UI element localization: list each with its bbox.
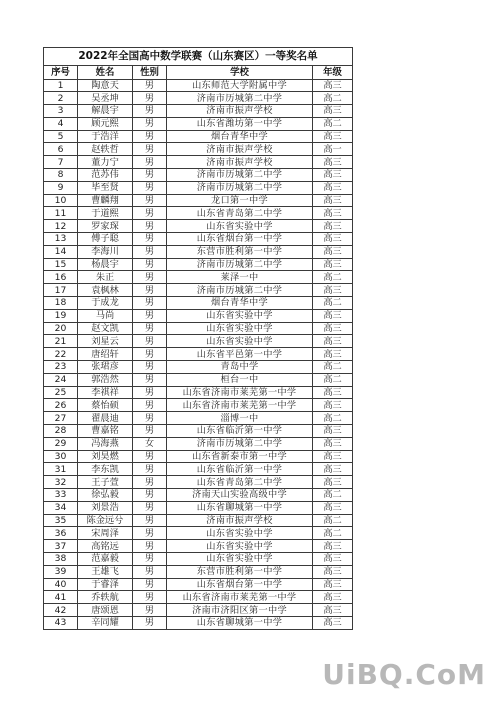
cell-name: 高铭远 xyxy=(78,540,133,553)
cell-grade: 高三 xyxy=(313,463,353,476)
cell-gender: 男 xyxy=(133,335,167,348)
cell-school: 山东师范大学附属中学 xyxy=(167,79,313,92)
table-row xyxy=(44,105,353,118)
cell-name: 于睿泽 xyxy=(78,578,133,591)
table-row xyxy=(44,143,353,156)
cell-school: 烟台青华中学 xyxy=(167,130,313,143)
cell-grade: 高一 xyxy=(313,143,353,156)
cell-index: 3 xyxy=(44,105,78,118)
cell-name: 刘景浩 xyxy=(78,501,133,514)
cell-index: 32 xyxy=(44,476,78,489)
cell-grade: 高二 xyxy=(313,514,353,527)
cell-school: 山东省实验中学 xyxy=(167,309,313,322)
cell-index: 15 xyxy=(44,258,78,271)
table-row xyxy=(44,220,353,233)
cell-index: 39 xyxy=(44,565,78,578)
cell-name: 陈金远兮 xyxy=(78,514,133,527)
cell-gender: 男 xyxy=(133,489,167,502)
cell-index: 33 xyxy=(44,489,78,502)
cell-school: 济南市历城第二中学 xyxy=(167,437,313,450)
cell-school: 山东省聊城第一中学 xyxy=(167,616,313,629)
table-row xyxy=(44,117,353,130)
cell-grade: 高三 xyxy=(313,245,353,258)
cell-index: 2 xyxy=(44,92,78,105)
cell-school: 济南市历城第二中学 xyxy=(167,284,313,297)
cell-grade: 高三 xyxy=(313,578,353,591)
cell-gender: 男 xyxy=(133,476,167,489)
header-grade: 年级 xyxy=(313,66,353,80)
table-row xyxy=(44,386,353,399)
cell-index: 36 xyxy=(44,527,78,540)
cell-grade: 高三 xyxy=(313,220,353,233)
cell-school: 山东省实验中学 xyxy=(167,552,313,565)
cell-gender: 男 xyxy=(133,450,167,463)
cell-index: 6 xyxy=(44,143,78,156)
cell-grade: 高三 xyxy=(313,501,353,514)
cell-index: 7 xyxy=(44,156,78,169)
cell-grade: 高三 xyxy=(313,258,353,271)
cell-gender: 男 xyxy=(133,245,167,258)
table-row xyxy=(44,361,353,374)
cell-name: 董力宁 xyxy=(78,156,133,169)
table-row xyxy=(44,527,353,540)
header-school: 学校 xyxy=(167,66,313,80)
cell-index: 17 xyxy=(44,284,78,297)
cell-index: 25 xyxy=(44,386,78,399)
table-row xyxy=(44,476,353,489)
cell-school: 山东省济南市莱芜第一中学 xyxy=(167,399,313,412)
cell-name: 马尚 xyxy=(78,309,133,322)
cell-grade: 高二 xyxy=(313,271,353,284)
cell-school: 济南市历城第二中学 xyxy=(167,181,313,194)
cell-school: 山东省济南市莱芜第一中学 xyxy=(167,386,313,399)
table-row xyxy=(44,335,353,348)
cell-gender: 男 xyxy=(133,373,167,386)
header-row xyxy=(44,66,353,80)
cell-index: 29 xyxy=(44,437,78,450)
cell-gender: 男 xyxy=(133,348,167,361)
cell-school: 山东省青岛第二中学 xyxy=(167,476,313,489)
cell-school: 淄博一中 xyxy=(167,412,313,425)
cell-index: 5 xyxy=(44,130,78,143)
cell-gender: 男 xyxy=(133,552,167,565)
cell-index: 16 xyxy=(44,271,78,284)
cell-gender: 男 xyxy=(133,156,167,169)
cell-grade: 高三 xyxy=(313,194,353,207)
cell-grade: 高三 xyxy=(313,476,353,489)
cell-gender: 男 xyxy=(133,169,167,182)
cell-name: 冯海燕 xyxy=(78,437,133,450)
cell-school: 济南市历城第二中学 xyxy=(167,92,313,105)
cell-index: 11 xyxy=(44,207,78,220)
watermark-text: UiBQ.CoM xyxy=(322,658,486,691)
cell-gender: 男 xyxy=(133,258,167,271)
cell-index: 35 xyxy=(44,514,78,527)
header-gender: 性别 xyxy=(133,66,167,80)
cell-gender: 男 xyxy=(133,540,167,553)
cell-gender: 男 xyxy=(133,117,167,130)
cell-index: 8 xyxy=(44,169,78,182)
cell-gender: 男 xyxy=(133,105,167,118)
cell-index: 28 xyxy=(44,425,78,438)
cell-name: 范苏伟 xyxy=(78,169,133,182)
table-row xyxy=(44,425,353,438)
cell-grade: 高三 xyxy=(313,540,353,553)
cell-gender: 男 xyxy=(133,92,167,105)
table-row xyxy=(44,348,353,361)
table-row xyxy=(44,297,353,310)
cell-index: 19 xyxy=(44,309,78,322)
cell-name: 于道熙 xyxy=(78,207,133,220)
cell-grade: 高二 xyxy=(313,361,353,374)
cell-gender: 男 xyxy=(133,233,167,246)
table-row xyxy=(44,258,353,271)
cell-gender: 男 xyxy=(133,527,167,540)
cell-gender: 男 xyxy=(133,501,167,514)
cell-index: 4 xyxy=(44,117,78,130)
cell-name: 张珺彦 xyxy=(78,361,133,374)
cell-school: 山东省潍坊第一中学 xyxy=(167,117,313,130)
cell-index: 31 xyxy=(44,463,78,476)
cell-gender: 男 xyxy=(133,514,167,527)
cell-school: 山东省实验中学 xyxy=(167,335,313,348)
cell-grade: 高三 xyxy=(313,565,353,578)
cell-name: 陶意天 xyxy=(78,79,133,92)
table-row xyxy=(44,514,353,527)
cell-index: 40 xyxy=(44,578,78,591)
cell-grade: 高三 xyxy=(313,386,353,399)
cell-grade: 高二 xyxy=(313,489,353,502)
cell-school: 山东省烟台第一中学 xyxy=(167,578,313,591)
cell-gender: 男 xyxy=(133,578,167,591)
table-row xyxy=(44,284,353,297)
cell-school: 济南市振声学校 xyxy=(167,143,313,156)
cell-school: 东营市胜利第一中学 xyxy=(167,565,313,578)
cell-index: 26 xyxy=(44,399,78,412)
table-row xyxy=(44,322,353,335)
cell-school: 桓台一中 xyxy=(167,373,313,386)
table-row xyxy=(44,540,353,553)
cell-index: 41 xyxy=(44,591,78,604)
cell-grade: 高三 xyxy=(313,437,353,450)
cell-grade: 高二 xyxy=(313,297,353,310)
cell-gender: 男 xyxy=(133,194,167,207)
cell-school: 山东省实验中学 xyxy=(167,220,313,233)
cell-school: 山东省平邑第一中学 xyxy=(167,348,313,361)
cell-index: 27 xyxy=(44,412,78,425)
cell-grade: 高三 xyxy=(313,233,353,246)
cell-grade: 高三 xyxy=(313,181,353,194)
table-row xyxy=(44,604,353,617)
cell-index: 38 xyxy=(44,552,78,565)
table-row xyxy=(44,271,353,284)
cell-name: 蔡怡硕 xyxy=(78,399,133,412)
cell-name: 范嘉毅 xyxy=(78,552,133,565)
cell-school: 山东省实验中学 xyxy=(167,540,313,553)
cell-grade: 高三 xyxy=(313,105,353,118)
cell-gender: 男 xyxy=(133,361,167,374)
table-row xyxy=(44,501,353,514)
table-row xyxy=(44,245,353,258)
cell-index: 22 xyxy=(44,348,78,361)
cell-name: 傅子聪 xyxy=(78,233,133,246)
cell-school: 山东省实验中学 xyxy=(167,527,313,540)
cell-grade: 高三 xyxy=(313,322,353,335)
cell-grade: 高三 xyxy=(313,169,353,182)
cell-grade: 高三 xyxy=(313,552,353,565)
cell-index: 9 xyxy=(44,181,78,194)
table-row xyxy=(44,130,353,143)
table-row xyxy=(44,233,353,246)
cell-school: 山东省临沂第一中学 xyxy=(167,425,313,438)
table-row xyxy=(44,463,353,476)
cell-index: 21 xyxy=(44,335,78,348)
cell-gender: 男 xyxy=(133,297,167,310)
cell-index: 37 xyxy=(44,540,78,553)
cell-school: 青岛中学 xyxy=(167,361,313,374)
cell-name: 于成龙 xyxy=(78,297,133,310)
cell-name: 毕至贤 xyxy=(78,181,133,194)
cell-name: 于浩洋 xyxy=(78,130,133,143)
cell-grade: 高二 xyxy=(313,117,353,130)
cell-name: 赵轶哲 xyxy=(78,143,133,156)
cell-school: 烟台青华中学 xyxy=(167,297,313,310)
cell-grade: 高三 xyxy=(313,156,353,169)
cell-school: 济南天山实验高级中学 xyxy=(167,489,313,502)
cell-name: 罗家琛 xyxy=(78,220,133,233)
cell-gender: 男 xyxy=(133,565,167,578)
cell-index: 43 xyxy=(44,616,78,629)
cell-grade: 高三 xyxy=(313,450,353,463)
cell-school: 济南市济阳区第一中学 xyxy=(167,604,313,617)
table-row xyxy=(44,412,353,425)
cell-grade: 高二 xyxy=(313,527,353,540)
cell-school: 山东省济南市莱芜第一中学 xyxy=(167,591,313,604)
table-row xyxy=(44,437,353,450)
cell-index: 1 xyxy=(44,79,78,92)
cell-gender: 男 xyxy=(133,207,167,220)
cell-school: 山东省烟台第一中学 xyxy=(167,233,313,246)
cell-grade: 高三 xyxy=(313,309,353,322)
cell-grade: 高三 xyxy=(313,348,353,361)
table-title: 2022年全国高中数学联赛（山东赛区）一等奖名单 xyxy=(44,48,353,66)
cell-name: 徐弘毅 xyxy=(78,489,133,502)
cell-grade: 高三 xyxy=(313,130,353,143)
cell-grade: 高三 xyxy=(313,284,353,297)
cell-index: 18 xyxy=(44,297,78,310)
cell-gender: 男 xyxy=(133,322,167,335)
cell-name: 唐颂恩 xyxy=(78,604,133,617)
cell-index: 12 xyxy=(44,220,78,233)
table-row xyxy=(44,207,353,220)
cell-grade: 高三 xyxy=(313,399,353,412)
cell-index: 34 xyxy=(44,501,78,514)
cell-name: 郭浩然 xyxy=(78,373,133,386)
cell-grade: 高三 xyxy=(313,79,353,92)
cell-name: 赵文凯 xyxy=(78,322,133,335)
cell-gender: 男 xyxy=(133,309,167,322)
cell-gender: 男 xyxy=(133,220,167,233)
table-row xyxy=(44,616,353,629)
table-row xyxy=(44,181,353,194)
cell-index: 42 xyxy=(44,604,78,617)
cell-name: 唐绍轩 xyxy=(78,348,133,361)
cell-name: 刘星云 xyxy=(78,335,133,348)
cell-grade: 高三 xyxy=(313,207,353,220)
cell-name: 李海川 xyxy=(78,245,133,258)
header-index: 序号 xyxy=(44,66,78,80)
cell-name: 曹嘉铭 xyxy=(78,425,133,438)
cell-grade: 高三 xyxy=(313,335,353,348)
award-table xyxy=(43,47,353,630)
cell-school: 山东省青岛第二中学 xyxy=(167,207,313,220)
cell-index: 10 xyxy=(44,194,78,207)
cell-school: 山东省新泰市第一中学 xyxy=(167,450,313,463)
award-list-sheet xyxy=(43,47,352,630)
cell-grade: 高二 xyxy=(313,92,353,105)
cell-name: 翟晨迪 xyxy=(78,412,133,425)
cell-name: 袁枫林 xyxy=(78,284,133,297)
table-row xyxy=(44,591,353,604)
table-row xyxy=(44,552,353,565)
cell-gender: 男 xyxy=(133,130,167,143)
table-row xyxy=(44,194,353,207)
cell-name: 曹麟翔 xyxy=(78,194,133,207)
cell-name: 辛同耀 xyxy=(78,616,133,629)
cell-name: 李祺祥 xyxy=(78,386,133,399)
cell-gender: 男 xyxy=(133,591,167,604)
cell-school: 莱泽一中 xyxy=(167,271,313,284)
cell-gender: 男 xyxy=(133,386,167,399)
cell-name: 李东凯 xyxy=(78,463,133,476)
cell-school: 山东省聊城第一中学 xyxy=(167,501,313,514)
table-row xyxy=(44,450,353,463)
table-row xyxy=(44,156,353,169)
cell-name: 王子萱 xyxy=(78,476,133,489)
cell-gender: 男 xyxy=(133,604,167,617)
cell-name: 朱正 xyxy=(78,271,133,284)
cell-grade: 高三 xyxy=(313,425,353,438)
table-body xyxy=(44,79,353,629)
cell-grade: 高三 xyxy=(313,604,353,617)
table-row xyxy=(44,489,353,502)
cell-name: 宋周泽 xyxy=(78,527,133,540)
cell-school: 山东省临沂第一中学 xyxy=(167,463,313,476)
cell-name: 刘昊燃 xyxy=(78,450,133,463)
table-row xyxy=(44,399,353,412)
cell-name: 吴丞坤 xyxy=(78,92,133,105)
cell-gender: 男 xyxy=(133,616,167,629)
cell-school: 济南市历城第二中学 xyxy=(167,258,313,271)
cell-index: 24 xyxy=(44,373,78,386)
cell-gender: 男 xyxy=(133,79,167,92)
cell-name: 王雄飞 xyxy=(78,565,133,578)
table-row xyxy=(44,578,353,591)
cell-school: 龙口第一中学 xyxy=(167,194,313,207)
cell-grade: 高二 xyxy=(313,412,353,425)
cell-school: 济南市振声学校 xyxy=(167,105,313,118)
cell-index: 20 xyxy=(44,322,78,335)
cell-school: 济南市振声学校 xyxy=(167,156,313,169)
table-row xyxy=(44,309,353,322)
cell-school: 东营市胜利第一中学 xyxy=(167,245,313,258)
title-row xyxy=(44,48,353,66)
cell-school: 山东省实验中学 xyxy=(167,322,313,335)
cell-index: 30 xyxy=(44,450,78,463)
cell-school: 济南市振声学校 xyxy=(167,514,313,527)
cell-gender: 女 xyxy=(133,437,167,450)
cell-grade: 高二 xyxy=(313,373,353,386)
table-row xyxy=(44,169,353,182)
cell-index: 23 xyxy=(44,361,78,374)
table-row xyxy=(44,79,353,92)
table-row xyxy=(44,92,353,105)
cell-grade: 高三 xyxy=(313,591,353,604)
cell-gender: 男 xyxy=(133,425,167,438)
cell-name: 杨晨宇 xyxy=(78,258,133,271)
table-row xyxy=(44,373,353,386)
cell-school: 济南市历城第二中学 xyxy=(167,169,313,182)
cell-name: 顾元熙 xyxy=(78,117,133,130)
cell-gender: 男 xyxy=(133,412,167,425)
cell-name: 解晨宇 xyxy=(78,105,133,118)
cell-gender: 男 xyxy=(133,284,167,297)
cell-gender: 男 xyxy=(133,271,167,284)
cell-grade: 高三 xyxy=(313,616,353,629)
cell-gender: 男 xyxy=(133,181,167,194)
cell-index: 14 xyxy=(44,245,78,258)
table-row xyxy=(44,565,353,578)
cell-gender: 男 xyxy=(133,463,167,476)
header-name: 姓名 xyxy=(78,66,133,80)
cell-gender: 男 xyxy=(133,399,167,412)
cell-index: 13 xyxy=(44,233,78,246)
cell-name: 乔轶航 xyxy=(78,591,133,604)
cell-gender: 男 xyxy=(133,143,167,156)
